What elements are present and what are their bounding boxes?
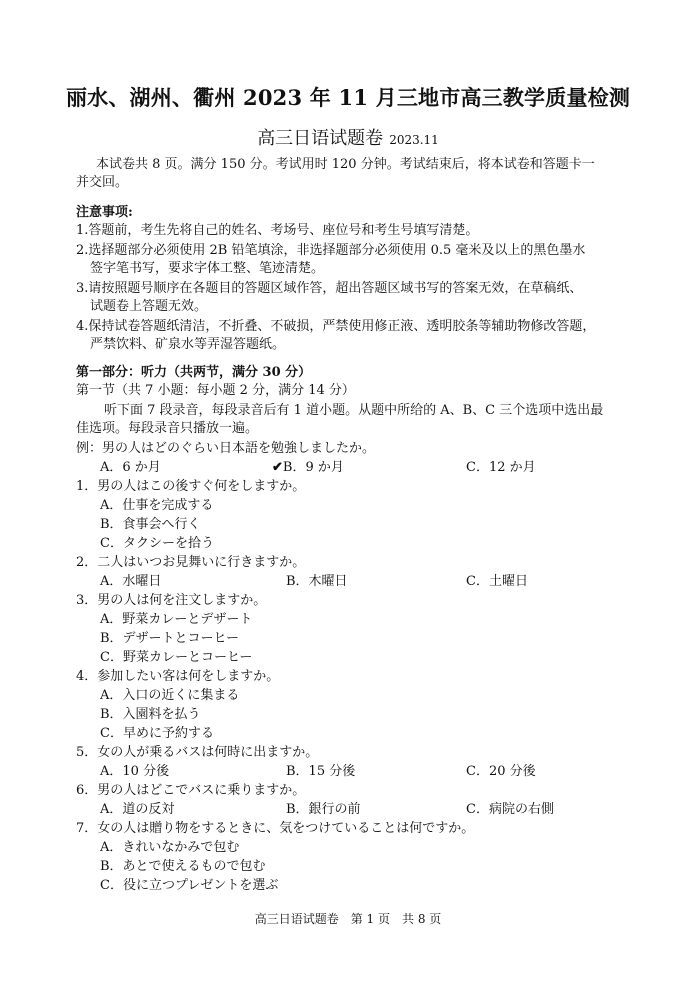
- part1-heading: 第一部分：听力（共两节，满分 30 分）: [76, 365, 312, 380]
- option-b: B．あとで使えるもので包む: [100, 859, 266, 874]
- note-item: 4.保持试卷答题纸清洁，不折叠、不破损，严禁使用修正液、透明胶条等辅助物修改答题，: [76, 319, 596, 334]
- question-4: 4．参加したい客は何をしますか。: [76, 669, 280, 684]
- exam-date: 2023.11: [389, 133, 439, 147]
- section1-heading: 第一节（共 7 小题：每小题 2 分，满分 14 分）: [76, 383, 355, 398]
- option-c: C．野菜カレーとコーヒー: [100, 650, 253, 665]
- question-5: 5．女の人が乗るバスは何時に出ますか。: [76, 745, 319, 760]
- example-option-b: [272, 459, 344, 477]
- option-a: A．道の反対: [100, 802, 175, 817]
- note-item: 1.答题前，考生先将自己的姓名、考场号、座位号和考生号填写清楚。: [76, 223, 479, 238]
- notes-heading: 注意事项:: [76, 205, 133, 220]
- note-item: 3.请按照题号顺序在各题目的答题区域作答，超出答题区域书写的答案无效，在草稿纸、: [76, 281, 583, 296]
- option-a: A．野菜カレーとデザート: [100, 612, 253, 627]
- option-c: C．20 分後: [466, 764, 536, 779]
- example-question: 例：男の人はどのぐらい日本語を勉強しましたか。: [76, 441, 376, 456]
- question-6: 6．男の人はどこでバスに乗りますか。: [76, 783, 306, 798]
- example-option-c: C．12 か月: [466, 460, 536, 475]
- instruction-line-1: 听下面 7 段录音，每段录音后有 1 道小题。从题中所给的 A、B、C 三个选项中选出最: [104, 403, 604, 418]
- option-a: A．きれいなかみで包む: [100, 840, 240, 855]
- option-a: A．入口の近くに集まる: [100, 688, 240, 703]
- option-a: A．仕事を完成する: [100, 498, 214, 513]
- note-item: 严禁饮料、矿泉水等弄湿答题纸。: [90, 337, 286, 352]
- example-option-b-label: B．9 か月: [282, 460, 344, 475]
- exam-subtitle: [0, 124, 696, 150]
- option-c: C．早めに予約する: [100, 726, 214, 741]
- page-footer: 高三日语试题卷 第 1 页 共 8 页: [254, 912, 442, 926]
- option-b: B．デザートとコーヒー: [100, 631, 240, 646]
- instruction-line-2: 佳选项。每段录音只播放一遍。: [76, 421, 259, 436]
- intro-line-2: 并交回。: [76, 175, 129, 190]
- option-b: B．銀行の前: [286, 802, 361, 817]
- question-1: 1．男の人はこの後すぐ何をしますか。: [76, 479, 306, 494]
- intro-line-1: 本试卷共 8 页。满分 150 分。考试用时 120 分钟。考试结束后，将本试卷和答题卡一: [96, 157, 595, 172]
- option-b: B．木曜日: [286, 574, 348, 589]
- page-title: 丽水、湖州、衢州 2023 年 11 月三地市高三教学质量检测: [65, 85, 631, 110]
- option-c: C．土曜日: [466, 574, 528, 589]
- option-b: B．15 分後: [286, 764, 356, 779]
- option-b: B．食事会へ行く: [100, 517, 201, 532]
- example-option-a: A．6 か月: [100, 460, 161, 475]
- question-2: 2．二人はいつお見舞いに行きますか。: [76, 555, 306, 570]
- question-3: 3．男の人は何を注文しますか。: [76, 593, 267, 608]
- question-7: 7．女の人は贈り物をするときに、気をつけていることは何ですか。: [76, 821, 475, 836]
- note-item: 试题卷上答题无效。: [90, 299, 208, 314]
- option-a: A．水曜日: [100, 574, 162, 589]
- note-item: 2.选择题部分必须使用 2B 铅笔填涂，非选择题部分必须使用 0.5 毫米及以上的黑色墨水: [76, 243, 586, 258]
- option-c: C．タクシーを拾う: [100, 536, 214, 551]
- note-item: 签字笔书写，要求字体工整、笔迹清楚。: [90, 261, 325, 276]
- option-c: C．役に立つプレゼントを選ぶ: [100, 878, 279, 893]
- subtitle-text: 高三日语试题卷: [257, 128, 384, 149]
- option-c: C．病院の右側: [466, 802, 554, 817]
- option-a: A．10 分後: [100, 764, 170, 779]
- check-mark-icon: ✔: [272, 460, 283, 475]
- option-b: B．入園料を払う: [100, 707, 201, 722]
